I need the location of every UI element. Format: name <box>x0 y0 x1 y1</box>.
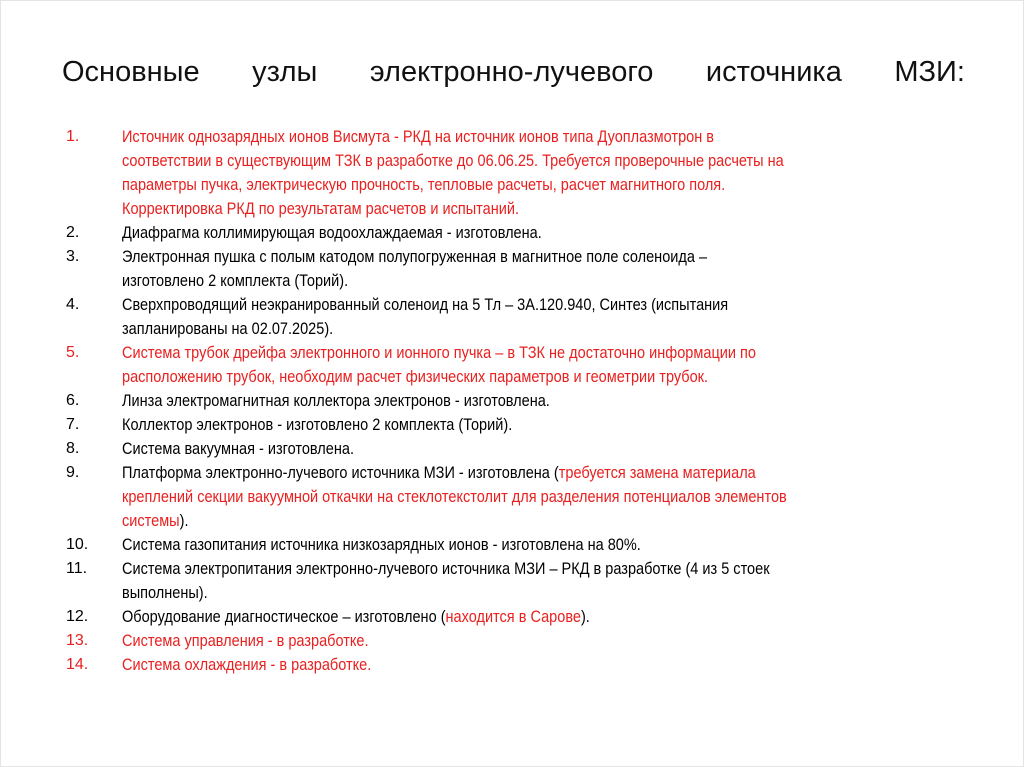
list-item-text: Коллектор электронов - изготовлено 2 комплекта (Торий). <box>122 416 513 434</box>
list-item-line <box>122 197 874 221</box>
list-item-line <box>122 221 874 245</box>
list-item-text: изготовлено 2 комплекта (Торий). <box>122 272 349 290</box>
list-item <box>66 125 976 221</box>
list-item-line <box>122 317 874 341</box>
list-item-line <box>122 413 874 437</box>
list-item-number: 8. <box>66 440 80 457</box>
list-item-line <box>122 293 874 317</box>
list-item-number: 4. <box>66 296 80 313</box>
list-item-line <box>122 653 874 677</box>
list-item-number: 12. <box>66 608 89 625</box>
list-item <box>66 341 976 389</box>
list-item-text: Электронная пушка с полым катодом полупогруженная в магнитное поле соленоида – <box>122 248 708 266</box>
list-item-number: 9. <box>66 464 80 481</box>
list-item-text: Система электропитания электронно-лучевого источника МЗИ – РКД в разработке (4 из 5 стоек <box>122 560 770 578</box>
numbered-list <box>66 125 976 677</box>
list-item-text: Корректировка РКД по результатам расчетов и испытаний. <box>122 200 520 218</box>
title-word: узлы <box>252 56 318 88</box>
title-word: Основные <box>62 56 200 88</box>
list-item-line <box>122 461 874 485</box>
list-item-number: 2. <box>66 224 80 241</box>
list-item-text: расположению трубок, необходим расчет физических параметров и геометрии трубок. <box>122 368 709 386</box>
list-item-text: ). <box>580 608 590 626</box>
list-item <box>66 389 976 413</box>
list-item-line <box>122 365 874 389</box>
list-item-text: Система охлаждения - в разработке. <box>122 656 372 674</box>
list-item-line <box>122 269 874 293</box>
list-item-number: 13. <box>66 632 89 649</box>
list-item <box>66 245 976 293</box>
list-item-text: Диафрагма коллимирующая водоохлаждаемая - изготовлена. <box>122 224 542 242</box>
list-item <box>66 533 976 557</box>
list-item-line <box>122 533 874 557</box>
list-item <box>66 413 976 437</box>
list-item-text: Оборудование диагностическое – изготовлено ( <box>122 608 446 626</box>
list-item-text: Линза электромагнитная коллектора электронов - изготовлена. <box>122 392 550 410</box>
list-item-line <box>122 149 874 173</box>
list-item-line <box>122 557 874 581</box>
list-item-line <box>122 605 874 629</box>
list-item <box>66 461 976 533</box>
list-item <box>66 293 976 341</box>
list-item-line <box>122 341 874 365</box>
list-item-text: соответствии в существующим ТЗК в разработке до 06.06.25. Требуется проверочные расчеты на <box>122 152 784 170</box>
list-item-text: Источник однозарядных ионов Висмута - РКД на источник ионов типа Дуоплазмотрон в <box>122 128 714 146</box>
list-item-text: ). <box>179 512 189 530</box>
list-item-text: параметры пучка, электрическую прочность, тепловые расчеты, расчет магнитного поля. <box>122 176 726 194</box>
list-item-text: требуется замена материала <box>558 464 756 482</box>
list-item <box>66 437 976 461</box>
list-item-text: Система газопитания источника низкозарядных ионов - изготовлена на 80%. <box>122 536 641 554</box>
list-item <box>66 221 976 245</box>
slide-title <box>62 54 965 90</box>
list-item-text: находится в Сарове <box>445 608 581 626</box>
list-item <box>66 605 976 629</box>
list-item-text: Система вакуумная - изготовлена. <box>122 440 354 458</box>
list-item-line <box>122 245 874 269</box>
list-item-number: 10. <box>66 536 89 553</box>
list-item-text: выполнены). <box>122 584 208 602</box>
list-item-line <box>122 509 874 533</box>
list-item-line <box>122 485 874 509</box>
title-word: МЗИ: <box>894 56 965 88</box>
list-item-text: креплений секции вакуумной откачки на стеклотекстолит для разделения потенциалов элементов <box>122 488 787 506</box>
list-item-number: 11. <box>66 560 88 577</box>
list-item-line <box>122 437 874 461</box>
list-item-text: запланированы на 02.07.2025). <box>122 320 334 338</box>
list-item <box>66 629 976 653</box>
list-item-line <box>122 581 874 605</box>
list-item-line <box>122 125 874 149</box>
list-item-number: 3. <box>66 248 80 265</box>
list-item-number: 1. <box>66 128 80 145</box>
list-item-text: Система трубок дрейфа электронного и ионного пучка – в ТЗК не достаточно информации по <box>122 344 756 362</box>
list-item-text: Сверхпроводящий неэкранированный соленоид на 5 Тл – 3А.120.940, Синтез (испытания <box>122 296 729 314</box>
list-item <box>66 653 976 677</box>
list-item-line <box>122 629 874 653</box>
title-word: электронно-лучевого <box>369 56 654 88</box>
list-item-number: 14. <box>66 656 89 673</box>
list-item-line <box>122 173 874 197</box>
list-item-number: 5. <box>66 344 80 361</box>
list-item-text: системы <box>122 512 180 530</box>
title-word: источника <box>705 56 842 88</box>
list-item <box>66 557 976 605</box>
list-item-text: Платформа электронно-лучевого источника МЗИ - изготовлена ( <box>122 464 559 482</box>
list-item-line <box>122 389 874 413</box>
list-item-number: 7. <box>66 416 80 433</box>
list-item-text: Система управления - в разработке. <box>122 632 369 650</box>
list-item-number: 6. <box>66 392 80 409</box>
